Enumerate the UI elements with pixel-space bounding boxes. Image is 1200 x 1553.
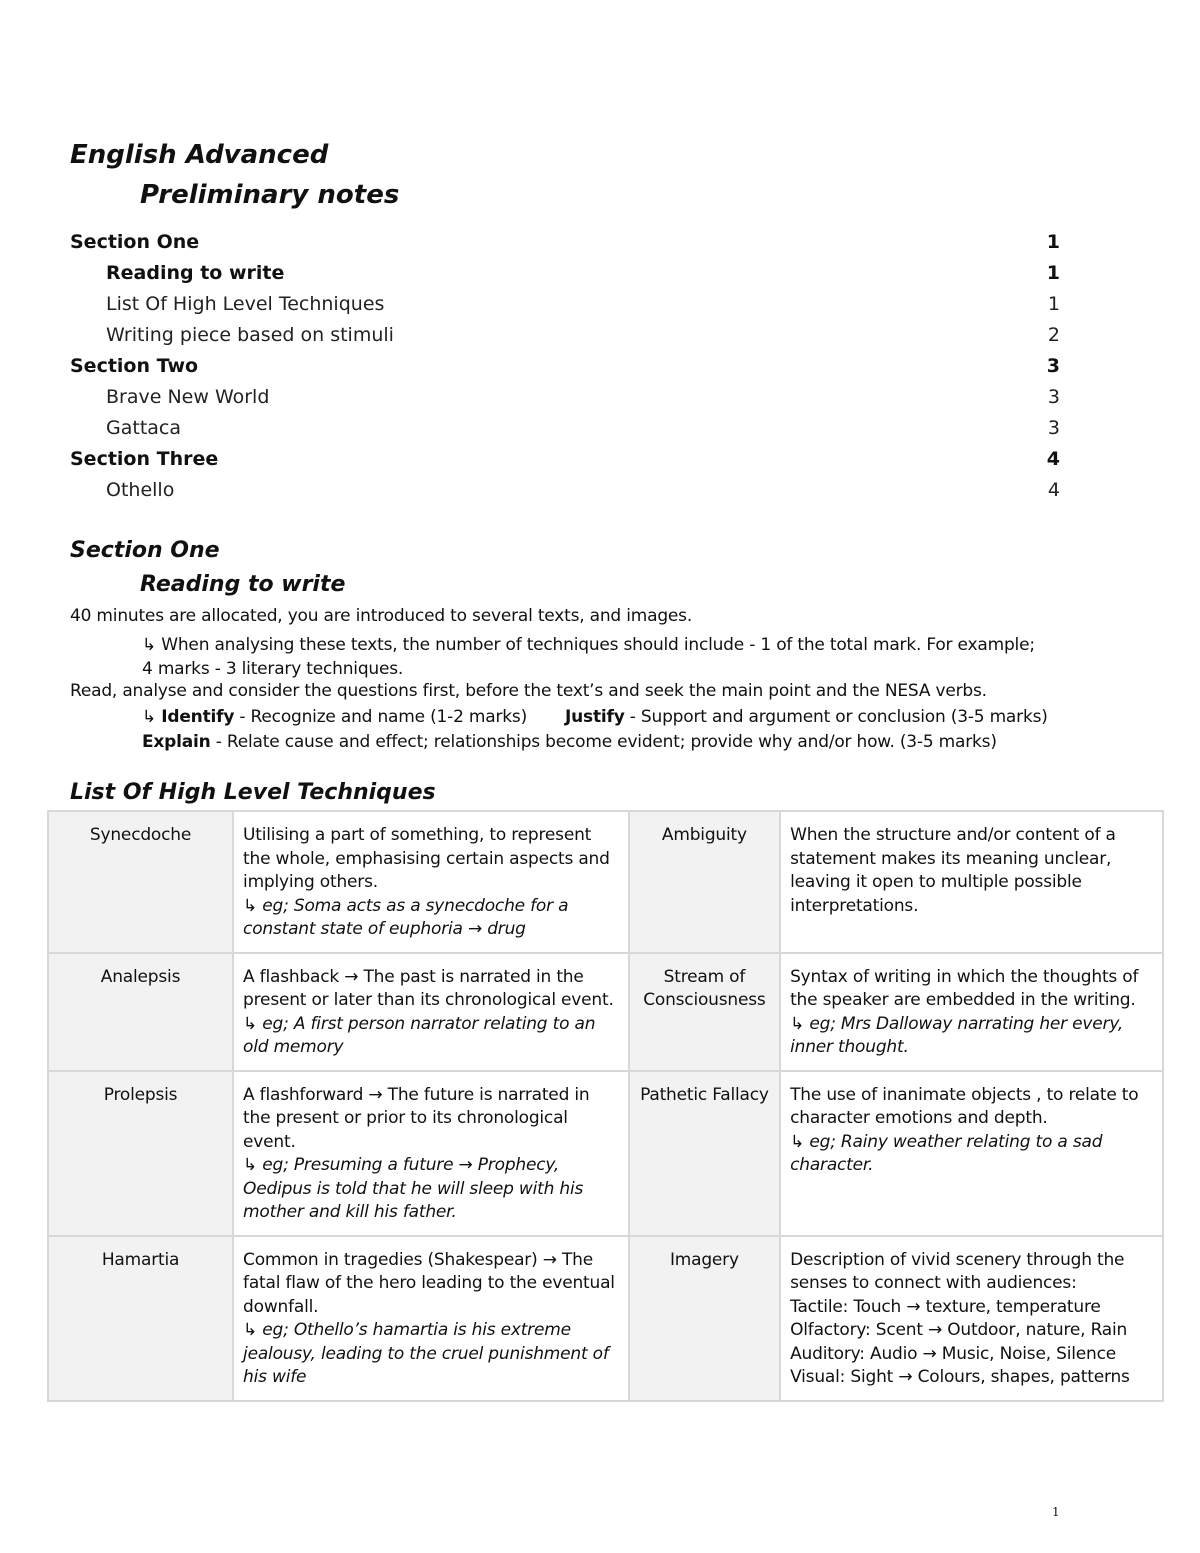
paragraph-technique-count: ↳ When analysing these texts, the number of techniques should include - 1 of the total mark. For example; 4 marks - 3 literary techniques. [142, 635, 1035, 679]
identify-prefix: ↳ [142, 707, 162, 727]
verb-explain [142, 732, 997, 752]
toc-entry-page: 4 [1047, 478, 1060, 501]
toc-entry[interactable] [70, 319, 1060, 350]
toc-entry[interactable] [70, 412, 1060, 443]
definition-line: Visual: Sight → Colours, shapes, patterns [790, 1367, 1130, 1387]
technique-definition [780, 811, 1163, 953]
definition-line: Syntax of writing in which the thoughts of the speaker are embedded in the writing. [790, 966, 1139, 1010]
document-title: English Advanced [70, 140, 329, 170]
definition-line: The use of inanimate objects , to relate to character emotions and depth. [790, 1084, 1139, 1128]
definition-line: Auditory: Audio → Music, Noise, Silence [790, 1343, 1117, 1364]
technique-term: Stream of Consciousness [629, 953, 780, 1071]
technique-example: ↳ eg; Rainy weather relating to a sad character. [790, 1131, 1103, 1175]
technique-example: ↳ eg; A first person narrator relating to an old memory [243, 1013, 596, 1057]
definition-line: Description of vivid scenery through the senses to connect with audiences: [790, 1249, 1125, 1293]
toc-entry-label: Gattaca [106, 416, 181, 439]
definition-line: Olfactory: Scent → Outdoor, nature, Rain [790, 1320, 1128, 1340]
definition-line: A flashback → The past is narrated in the present or later than its chronological event. [243, 966, 614, 1010]
technique-example: ↳ eg; Mrs Dalloway narrating her every, inner thought. [790, 1013, 1124, 1057]
justify-text: - Support and argument or conclusion (3-5 marks) [624, 707, 1048, 727]
identify-text: - Recognize and name (1-2 marks) [234, 707, 527, 727]
technique-definition [233, 1071, 629, 1236]
toc-entry[interactable] [70, 257, 1060, 288]
toc-entry-page: 2 [1047, 323, 1060, 346]
table-of-contents [70, 226, 1060, 505]
table-row [48, 1236, 1163, 1401]
explain-text: - Relate cause and effect; relationships become evident; provide why and/or how. (3-5 marks) [210, 732, 997, 752]
definition-line: A flashforward → The future is narrated in the present or prior to its chronological event. [243, 1084, 590, 1152]
technique-example: ↳ eg; Othello’s hamartia is his extreme jealousy, leading to the cruel punishment of his wife [243, 1320, 609, 1387]
toc-entry[interactable] [70, 381, 1060, 412]
toc-entry-page: 3 [1047, 416, 1060, 439]
section-one-heading: Section One [70, 538, 220, 563]
technique-definition [233, 953, 629, 1071]
toc-entry-label: Section One [70, 230, 200, 253]
toc-entry[interactable] [70, 474, 1060, 505]
technique-definition [780, 1071, 1163, 1236]
verb-identify [142, 707, 527, 727]
toc-entry-label: List Of High Level Techniques [106, 292, 385, 315]
technique-term: Pathetic Fallacy [629, 1071, 780, 1236]
paragraph-read-analyse: Read, analyse and consider the questions first, before the text’s and seek the main point and the NESA verbs. [70, 681, 987, 701]
technique-term: Analepsis [48, 953, 233, 1071]
toc-entry-label: Brave New World [106, 385, 270, 408]
definition-line: Common in tragedies (Shakespear) → The fatal flaw of the hero leading to the eventual downfall. [243, 1249, 615, 1317]
page-number: 1 [1052, 1505, 1060, 1519]
toc-entry-label: Writing piece based on stimuli [106, 323, 394, 346]
paragraph-time-allocation: 40 minutes are allocated, you are introduced to several texts, and images. [70, 606, 693, 626]
toc-entry[interactable] [70, 443, 1060, 474]
toc-entry-page: 3 [1046, 354, 1060, 377]
technique-definition [780, 1236, 1163, 1401]
toc-entry[interactable] [70, 226, 1060, 257]
technique-definition [233, 811, 629, 953]
technique-term: Prolepsis [48, 1071, 233, 1236]
justify-term: Justify [565, 707, 625, 727]
technique-example: ↳ eg; Presuming a future → Prophecy, Oedipus is told that he will sleep with his mother and kill his father. [243, 1155, 584, 1222]
toc-entry[interactable] [70, 288, 1060, 319]
techniques-heading: List Of High Level Techniques [70, 780, 436, 805]
table-row [48, 953, 1163, 1071]
toc-entry-page: 1 [1046, 230, 1060, 253]
technique-definition [780, 953, 1163, 1071]
identify-term: Identify [161, 707, 235, 727]
verb-justify [565, 707, 1048, 727]
technique-example: ↳ eg; Soma acts as a synecdoche for a constant state of euphoria → drug [243, 895, 569, 939]
definition-line: Tactile: Touch → texture, temperature [790, 1296, 1101, 1317]
toc-entry-page: 1 [1046, 261, 1060, 284]
toc-entry-label: Reading to write [106, 261, 285, 284]
toc-entry-page: 4 [1046, 447, 1060, 470]
techniques-table [47, 810, 1164, 1402]
reading-to-write-heading: Reading to write [140, 572, 346, 597]
technique-definition [233, 1236, 629, 1401]
definition-line: Utilising a part of something, to represent the whole, emphasising certain aspects and implying others. [243, 825, 610, 892]
toc-entry-label: Othello [106, 478, 175, 501]
explain-term: Explain [142, 732, 211, 752]
table-row [48, 1071, 1163, 1236]
technique-term: Ambiguity [629, 811, 780, 953]
toc-entry-label: Section Three [70, 447, 219, 470]
definition-line: When the structure and/or content of a statement makes its meaning unclear, leaving it open to multiple possible interpretations. [790, 825, 1116, 916]
technique-term: Synecdoche [48, 811, 233, 953]
document-subtitle: Preliminary notes [140, 180, 400, 210]
technique-term: Imagery [629, 1236, 780, 1401]
technique-term: Hamartia [48, 1236, 233, 1401]
toc-entry-page: 1 [1047, 292, 1060, 315]
toc-entry-label: Section Two [70, 354, 199, 377]
toc-entry-page: 3 [1047, 385, 1060, 408]
toc-entry[interactable] [70, 350, 1060, 381]
table-row [48, 811, 1163, 953]
